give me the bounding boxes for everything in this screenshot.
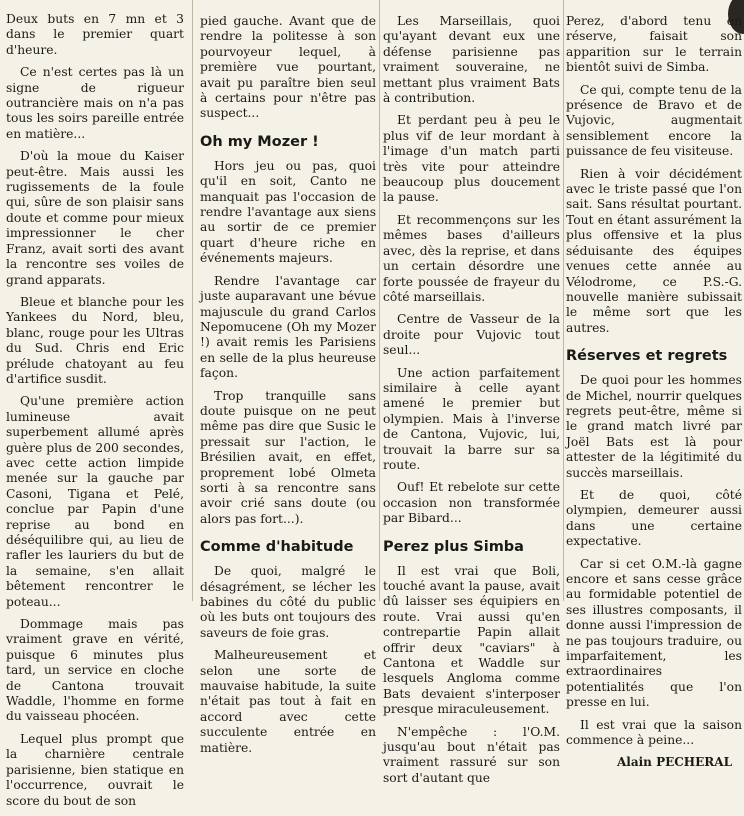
paragraph: Ce qui, compte tenu de la présence de Bravo et de Vujovic, augmentait sensiblement encore la puissance de feu visiteuse.: [566, 82, 742, 159]
paragraph: D'où la moue du Kaiser peut-être. Mais aussi les rugissements de la foule qui, sûre de son plaisir sans doute et comme pour mieux impressionner le cher Franz, avait sorti des avant la rencontre ses voiles de grand apparats.: [6, 149, 184, 287]
paragraph: Car si cet O.M.-là gagne encore et sans cesse grâce au formidable potentiel de ses illustres composants, il donne aussi l'impression de ne pas toujours traduire, ou imparfaitement, les extraordinaires potentialités que l'on presse en lui.: [566, 556, 742, 710]
subheading: Comme d'habitude: [200, 539, 354, 556]
paragraph: Perez, d'abord tenu en réserve, faisait son apparition sur le terrain bientôt suivi de Simba.: [566, 14, 742, 75]
subheading: Perez plus Simba: [383, 538, 524, 555]
column-rule: [563, 0, 564, 601]
paragraph: Rien à voir décidément avec le triste passé que l'on sait. Sans résultat pourtant. Tout en étant assurément la plus offensive et la plus séduisante des équipes venues cette année au Vélodrome, ce P.S.-G. nouvelle manière subissait le même sort que les autres.: [566, 166, 742, 335]
article-column-4: [566, 0, 742, 771]
paragraph: Centre de Vasseur de la droite pour Vujovic tout seul...: [383, 312, 560, 358]
paragraph: Rendre l'avantage car juste auparavant une bévue majuscule du grand Carlos Nepomucene (Oh my Mozer !) avait remis les Parisiens en selle de la plus heureuse façon.: [200, 273, 376, 381]
paragraph: Bleue et blanche pour les Yankees du Nord, bleu, blanc, rouge pour les Ultras du Sud. Chris end Eric prélude chatoyant au feu d'artifice susdit.: [6, 294, 184, 386]
paragraph: Une action parfaitement similaire à celle ayant amené le premier but olympien. Mais à l'inverse de Cantona, Vujovic, lui, trouvait la barre sur sa route.: [383, 365, 560, 472]
article-column-1: [6, 0, 184, 816]
paragraph: Ouf! Et rebelote sur cette occasion non transformée par Bibard...: [383, 480, 560, 526]
paragraph: Il est vrai que Boli, touché avant la pause, avait dû laisser ses équipiers en route. Vrai aussi qu'en contrepartie Papin allait offrir deux "caviars" à Cantona et Waddle sur lesquels Angloma comme Bats devaient s'interposer presque miraculeusement.: [383, 563, 560, 717]
paragraph: Hors jeu ou pas, quoi qu'il en soit, Canto ne manquait pas l'occasion de rendre l'avantage aux siens au sortir de ce premier quart d'heure riche en événements majeurs.: [200, 158, 376, 266]
column-rule: [192, 0, 193, 601]
article-column-2: [200, 0, 376, 763]
paragraph: Les Marseillais, quoi qu'ayant devant eux une défense parisienne pas vraiment souveraine, ne mettant plus vraiment Bats à contribution.: [383, 14, 560, 106]
paragraph: Qu'une première action lumineuse avait superbement allumé après guère plus de 200 secondes, avec cette action limpide menée sur la gauche par Casoni, Tigana et Pelé, conclue par Papin d'une reprise au bond en déséquilibre qui, au lieu de rafler les lauriers du but de la semaine, s'en allait bêtement rencontrer le poteau...: [6, 394, 184, 609]
paragraph: Dommage mais pas vraiment grave en vérité, puisque 6 minutes plus tard, un service en cloche de Cantona trouvait Waddle, l'homme en forme du vaisseau phocéen.: [6, 617, 184, 724]
paragraph: Trop tranquille sans doute puisque on ne peut même pas dire que Susic le pressait sur l'action, le Brésilien avait, en effet, proprement lobé Olmeta sorti à sa rencontre sans avoir crié sans doute (ou alors pas fort...).: [200, 388, 376, 526]
column-rule: [379, 0, 380, 601]
paragraph: Et recommençons sur les mêmes bases d'ailleurs avec, dès la reprise, et dans un certain désordre une forte poussée de frayeur du côté marseillais.: [383, 212, 560, 304]
paragraph: Deux buts en 7 mn et 3 dans le premier quart d'heure.: [6, 12, 184, 57]
paragraph: Il est vrai que la saison commence à peine...: [566, 717, 742, 748]
paragraph: De quoi, malgré le désagrément, se lécher les babines du côté du public où les buts ont toujours des saveurs de foie gras.: [200, 564, 376, 640]
paragraph: N'empêche : l'O.M. jusqu'au bout n'était pas vraiment rassuré sur son sort d'autant que: [383, 724, 560, 785]
paragraph: Lequel plus prompt que la charnière centrale parisienne, bien statique en l'occurrence, ouvrait le score du bout de son: [6, 731, 184, 808]
paragraph: Et perdant peu à peu le plus vif de leur mordant à l'image d'un match parti très vite pour atteindre beaucoup plus doucement la pause.: [383, 113, 560, 205]
author-signature: Alain PECHERAL: [616, 755, 732, 770]
article-column-3: [383, 0, 560, 793]
paragraph: Et de quoi, côté olympien, demeurer aussi dans une certaine expectative.: [566, 487, 742, 549]
paragraph: Ce n'est certes pas là un signe de rigueur outrancière mais on n'a pas tous les soirs pareille entrée en matière...: [6, 65, 184, 141]
subheading: Réserves et regrets: [566, 348, 728, 365]
paragraph: De quoi pour les hommes de Michel, nourrir quelques regrets peut-être, même si le grand match livré par Joël Bats est là pour attester de la légitimité du succès marseillais.: [566, 373, 742, 480]
paragraph: pied gauche. Avant que de rendre la politesse à son pourvoyeur lequel, à première vue pourtant, avait pu paraître bien seul à certains pour n'être pas suspect...: [200, 14, 376, 121]
subheading: Oh my Mozer !: [200, 133, 319, 150]
paragraph: Malheureusement et selon une sorte de mauvaise habitude, la suite n'était pas tout à fait en accord avec cette succulente entrée en matière.: [200, 648, 376, 755]
